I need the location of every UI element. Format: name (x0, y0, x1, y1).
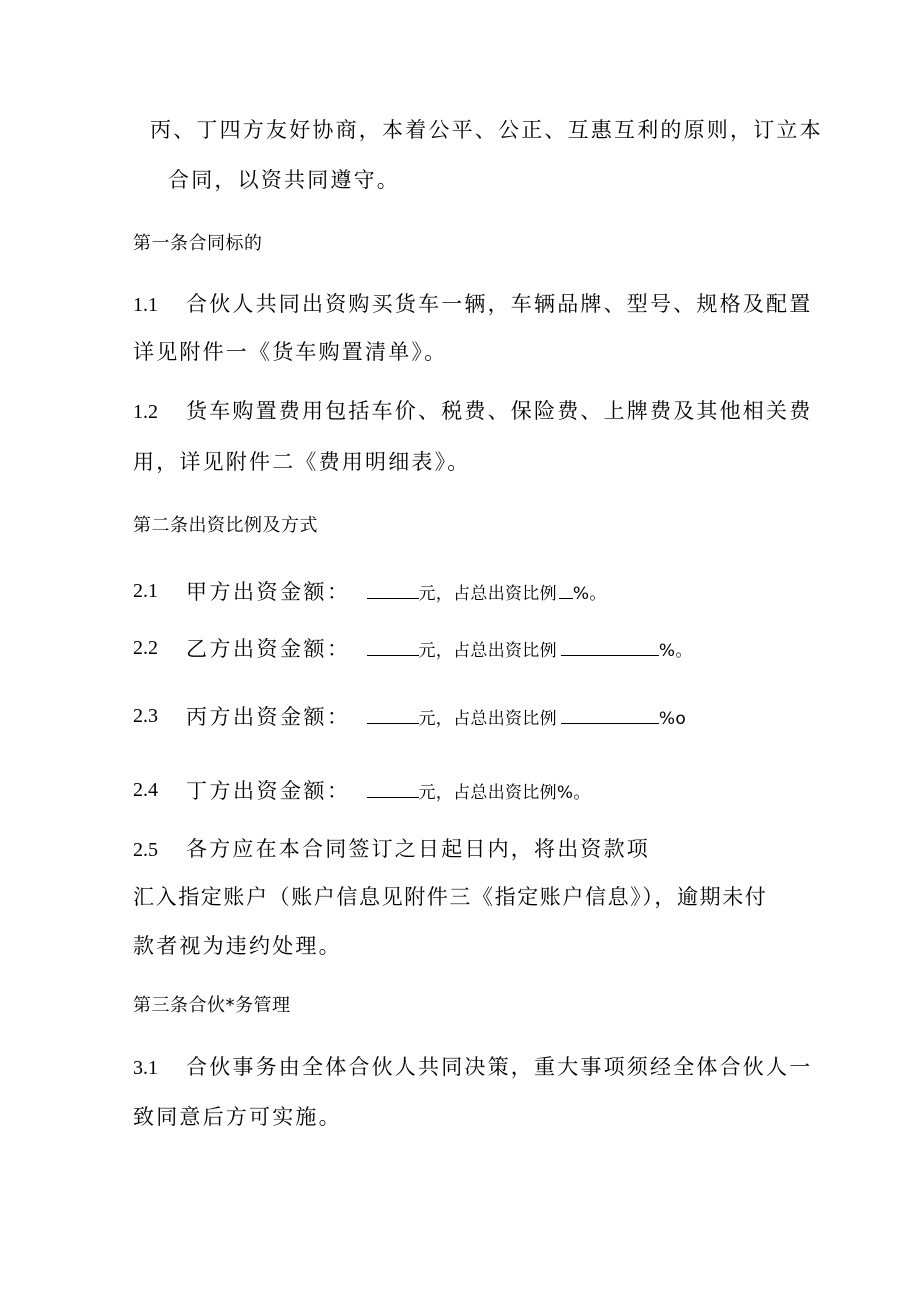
ratio-label: 元，占总出资比例 (418, 641, 557, 661)
clause-number: 2.5 (133, 839, 158, 861)
ratio-label: 元，占总出资比例 (418, 584, 557, 604)
clause-1-2-continuation: 用，详见附件二《费用明细表》。 (133, 450, 471, 474)
clause-2-5 (133, 839, 833, 863)
amount-blank[interactable] (367, 779, 419, 798)
percent-sign: %。 (658, 641, 693, 661)
party-amount-label: 乙方出资金额： (186, 637, 351, 661)
ratio-label: 元，占总出资比例%。 (418, 783, 591, 803)
clause-2-1 (133, 580, 833, 604)
article-2-heading: 第二条出资比例及方式 (133, 515, 318, 536)
intro-line-2: 合同，以资共同遵守。 (168, 168, 400, 192)
intro-line-1: 丙、丁四方友好协商，本着公平、公正、互惠互利的原则，订立本 (150, 118, 823, 142)
clause-1-2 (133, 401, 833, 425)
clause-text: 合伙事务由全体合伙人共同决策，重大事项须经全体合伙人一 (186, 1055, 813, 1079)
percent-sign: %o (658, 709, 687, 729)
clause-number: 2.2 (133, 637, 158, 659)
clause-text (186, 705, 686, 728)
clause-text (186, 637, 693, 660)
clause-2-4 (133, 779, 833, 803)
clause-text (186, 580, 607, 603)
clause-2-5-continuation-1: 汇入指定账户（账户信息见附件三《指定账户信息》），逾期未付 (133, 885, 768, 909)
party-amount-label: 丁方出资金额： (186, 779, 351, 803)
clause-number: 1.2 (133, 401, 158, 423)
clause-3-1 (133, 1057, 833, 1081)
ratio-blank[interactable] (559, 580, 573, 599)
party-amount-label: 甲方出资金额： (186, 580, 351, 604)
amount-blank[interactable] (367, 637, 419, 656)
clause-2-2 (133, 637, 833, 661)
clause-text: 货车购置费用包括车价、税费、保险费、上牌费及其他相关费 (186, 399, 813, 423)
clause-1-1-continuation: 详见附件一《货车购置清单》。 (133, 340, 448, 364)
article-3-heading: 第三条合伙*务管理 (133, 995, 291, 1016)
ratio-label: 元，占总出资比例 (418, 709, 557, 729)
clause-3-1-continuation: 致同意后方可实施。 (133, 1105, 342, 1129)
clause-text: 各方应在本合同签订之日起日内，将出资款项 (186, 837, 650, 861)
clause-2-3 (133, 705, 833, 729)
clause-number: 2.3 (133, 705, 158, 727)
clause-2-5-continuation-2: 款者视为违约处理。 (133, 934, 342, 958)
clause-text (186, 779, 591, 802)
amount-blank[interactable] (367, 705, 419, 724)
ratio-blank[interactable] (561, 705, 659, 724)
ratio-blank[interactable] (561, 637, 659, 656)
clause-number: 1.1 (133, 294, 158, 316)
clause-text: 合伙人共同出资购买货车一辆，车辆品牌、型号、规格及配置 (186, 292, 813, 316)
clause-number: 2.1 (133, 580, 158, 602)
party-amount-label: 丙方出资金额： (186, 705, 351, 729)
clause-number: 2.4 (133, 779, 158, 801)
percent-sign: %。 (572, 584, 607, 604)
clause-1-1 (133, 294, 833, 318)
amount-blank[interactable] (367, 580, 419, 599)
article-1-heading: 第一条合同标的 (133, 233, 263, 254)
clause-number: 3.1 (133, 1057, 158, 1079)
